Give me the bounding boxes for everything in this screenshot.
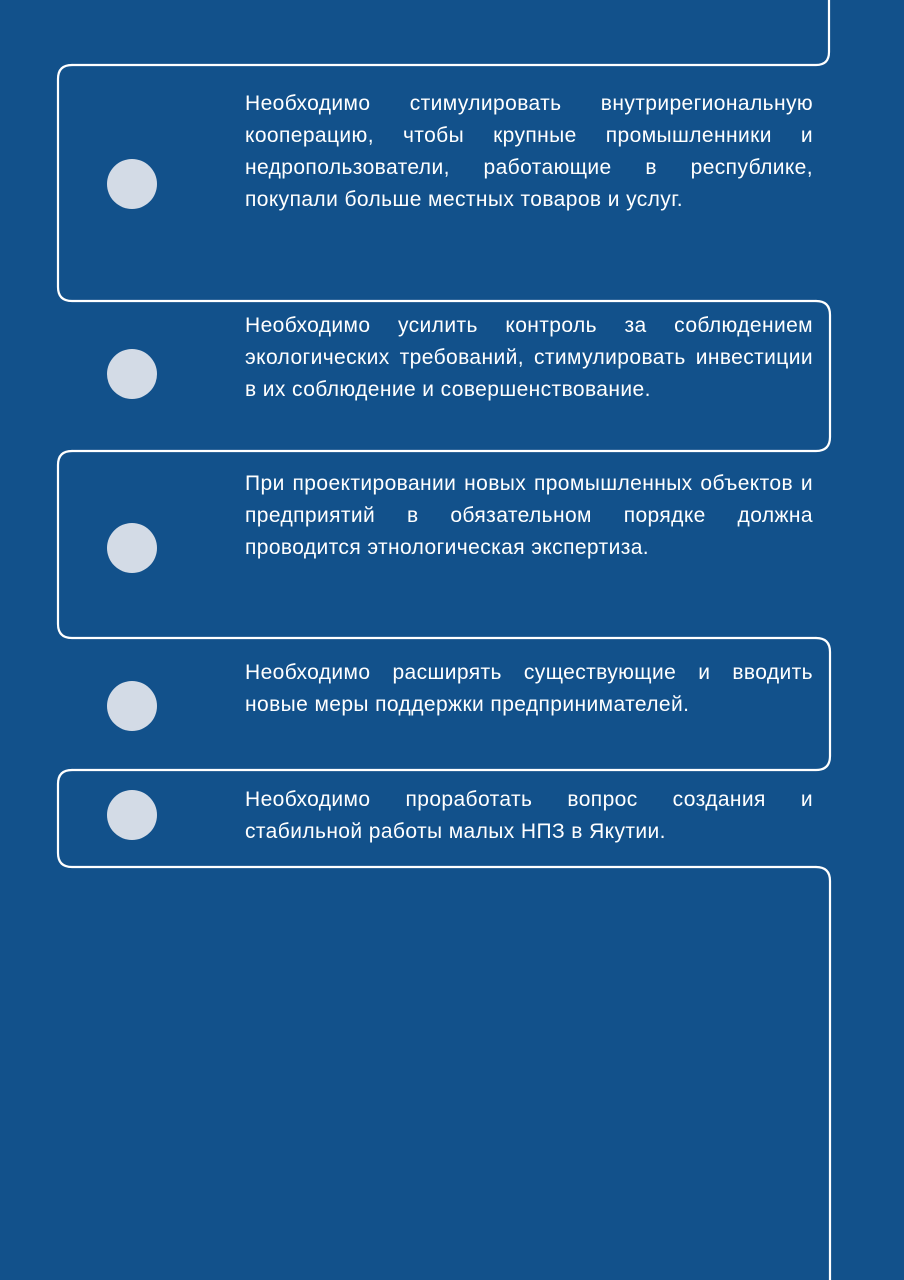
item-3-text: При проектировании новых промышленных объектов и предприятий в обязательном порядке должна проводится этнологическая экспертиза. <box>245 472 813 559</box>
bullet-1-icon <box>107 159 157 209</box>
bullet-4-icon <box>107 681 157 731</box>
frame-top-connector <box>72 0 829 65</box>
frame-bottom-connector <box>816 867 830 1280</box>
bullet-5-icon <box>107 790 157 840</box>
item-2-text: Необходимо усилить контроль за соблюдением экологических требований, стимулировать инвестиции в их соблюдение и совершенствование. <box>245 314 813 401</box>
bullet-3-icon <box>107 523 157 573</box>
item-1-text: Необходимо стимулировать внутрирегиональную кооперацию, чтобы крупные промышленники и недропользователи, работающие в республике, покупали больше местных товаров и услуг. <box>245 92 813 211</box>
item-4-text: Необходимо расширять существующие и вводить новые меры поддержки предпринимателей. <box>245 661 813 716</box>
item-5-text: Необходимо проработать вопрос создания и стабильной работы малых НПЗ в Якутии. <box>245 788 813 843</box>
bullet-2-icon <box>107 349 157 399</box>
